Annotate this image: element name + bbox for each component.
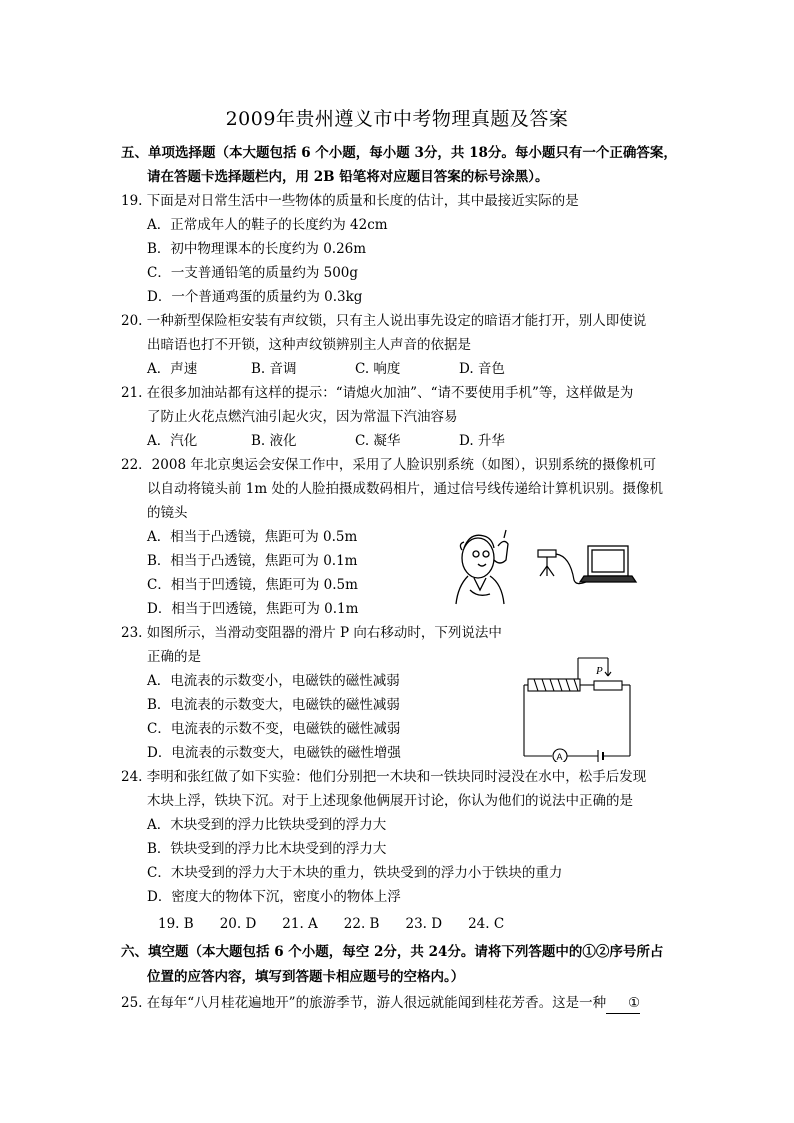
q20-stem-line1: 20. 一种新型保险柜安装有声纹锁，只有主人说出事先设定的暗语才能打开，别人即使说	[121, 313, 647, 329]
section6-header-line2: 位置的应答内容，填写到答题卡相应题号的空格内。）	[147, 969, 465, 985]
q19-option-a: A．正常成年人的鞋子的长度约为 42cm	[147, 217, 388, 233]
q20-option-d: D. 音色	[459, 361, 505, 377]
answer-21: 21. A	[282, 916, 318, 932]
q22-stem-line1: 22．2008 年北京奥运会安保工作中，采用了人脸识别系统（如图），识别系统的摄像机可	[121, 457, 657, 473]
q21-option-c: C. 凝华	[355, 433, 401, 449]
q22-option-b: B．相当于凸透镜，焦距可为 0.1m	[147, 553, 358, 569]
q23-option-d: D．电流表的示数变大，电磁铁的磁性增强	[147, 745, 401, 761]
q23-option-a: A．电流表的示数变小，电磁铁的磁性减弱	[147, 673, 400, 689]
q20-option-c: C. 响度	[355, 361, 401, 377]
q21-option-d: D. 升华	[459, 433, 505, 449]
q21-options	[147, 431, 563, 451]
q19-stem: 19. 下面是对日常生活中一些物体的质量和长度的估计，其中最接近实际的是	[121, 193, 579, 209]
answer-20: 20. D	[219, 916, 257, 932]
section5-header-line1: 五、单项选择题（本大题包括 6 个小题，每小题 3分，共 18分。每小题只有一个正确答案，	[121, 145, 677, 161]
q25-blank-1: ①	[606, 993, 640, 1014]
q22-option-c: C．相当于凹透镜，焦距可为 0.5m	[147, 577, 358, 593]
q25-stem	[121, 993, 640, 1014]
q24-stem-line1: 24. 李明和张红做了如下实验：他们分别把一木块和一铁块同时浸没在水中，松手后发现	[121, 769, 647, 785]
q22-stem-line2: 以自动将镜头前 1m 处的人脸拍摄成数码相片，通过信号线传递给计算机识别。摄像机	[147, 481, 663, 497]
q23-stem-line1: 23. 如图所示，当滑动变阻器的滑片 P 向右移动时，下列说法中	[121, 625, 502, 641]
q23-option-c: C．电流表的示数不变，电磁铁的磁性减弱	[147, 721, 401, 737]
q23-stem-line2: 正确的是	[147, 649, 201, 665]
q24-option-c: C．木块受到的浮力大于木块的重力，铁块受到的浮力小于铁块的重力	[147, 865, 563, 881]
slider-label: P	[596, 665, 603, 677]
rheostat-icon	[594, 681, 622, 690]
q19-option-b: B．初中物理课本的长度约为 0.26m	[147, 241, 367, 257]
q24-option-d: D．密度大的物体下沉，密度小的物体上浮	[147, 889, 401, 905]
answer-23: 23. D	[405, 916, 443, 932]
q20-options	[147, 359, 563, 379]
person-drawing	[456, 530, 508, 604]
answer-24: 24. C	[468, 916, 505, 932]
ammeter-label: A	[556, 752, 563, 762]
q21-option-b: B. 液化	[251, 433, 297, 449]
section6-header-line1: 六、填空题（本大题包括 6 个小题，每空 2分，共 24分。请将下列答题中的①②序号所占	[121, 944, 664, 960]
q19-option-d: D．一个普通鸡蛋的质量约为 0.3kg	[147, 289, 363, 305]
q22-option-a: A．相当于凸透镜，焦距可为 0.5m	[147, 529, 358, 545]
q24-option-a: A．木块受到的浮力比铁块受到的浮力大	[147, 817, 387, 833]
circuit-diagram	[520, 652, 640, 762]
q22-stem-line3: 的镜头	[147, 505, 188, 521]
q20-stem-line2: 出暗语也打不开锁，这种声纹锁辨别主人声音的依据是	[147, 337, 471, 353]
q20-option-b: B. 音调	[251, 361, 297, 377]
answer-19: 19. B	[158, 916, 194, 932]
q20-option-a: A．声速	[147, 361, 198, 377]
answer-key	[158, 914, 530, 934]
q25-stem-text: 25. 在每年“八月桂花遍地开”的旅游季节，游人很远就能闻到桂花芳香。这是一种	[121, 995, 607, 1011]
q21-stem-line2: 了防止火花点燃汽油引起火灾，因为常温下汽油容易	[147, 409, 458, 425]
q22-option-d: D．相当于凹透镜，焦距可为 0.1m	[147, 601, 359, 617]
q24-stem-line2: 木块上浮，铁块下沉。对于上述现象他俩展开讨论，你认为他们的说法中正确的是	[147, 793, 633, 809]
q24-option-b: B．铁块受到的浮力比木块受到的浮力大	[147, 841, 387, 857]
q21-option-a: A．汽化	[147, 433, 198, 449]
camera-drawing	[538, 550, 586, 584]
q19-option-c: C．一支普通铅笔的质量约为 500g	[147, 265, 359, 281]
q23-option-b: B．电流表的示数变大，电磁铁的磁性减弱	[147, 697, 400, 713]
answer-22: 22. B	[343, 916, 380, 932]
page-title: 2009年贵州遵义市中考物理真题及答案	[225, 108, 569, 130]
computer-drawing	[580, 546, 636, 582]
section5-header-line2: 请在答题卡选择题栏内，用 2B 铅笔将对应题目答案的标号涂黑）。	[147, 169, 549, 185]
face-recognition-illustration	[450, 520, 640, 610]
q21-stem-line1: 21. 在很多加油站都有这样的提示：“请熄火加油”、“请不要使用手机”等，这样做是为	[121, 385, 634, 401]
